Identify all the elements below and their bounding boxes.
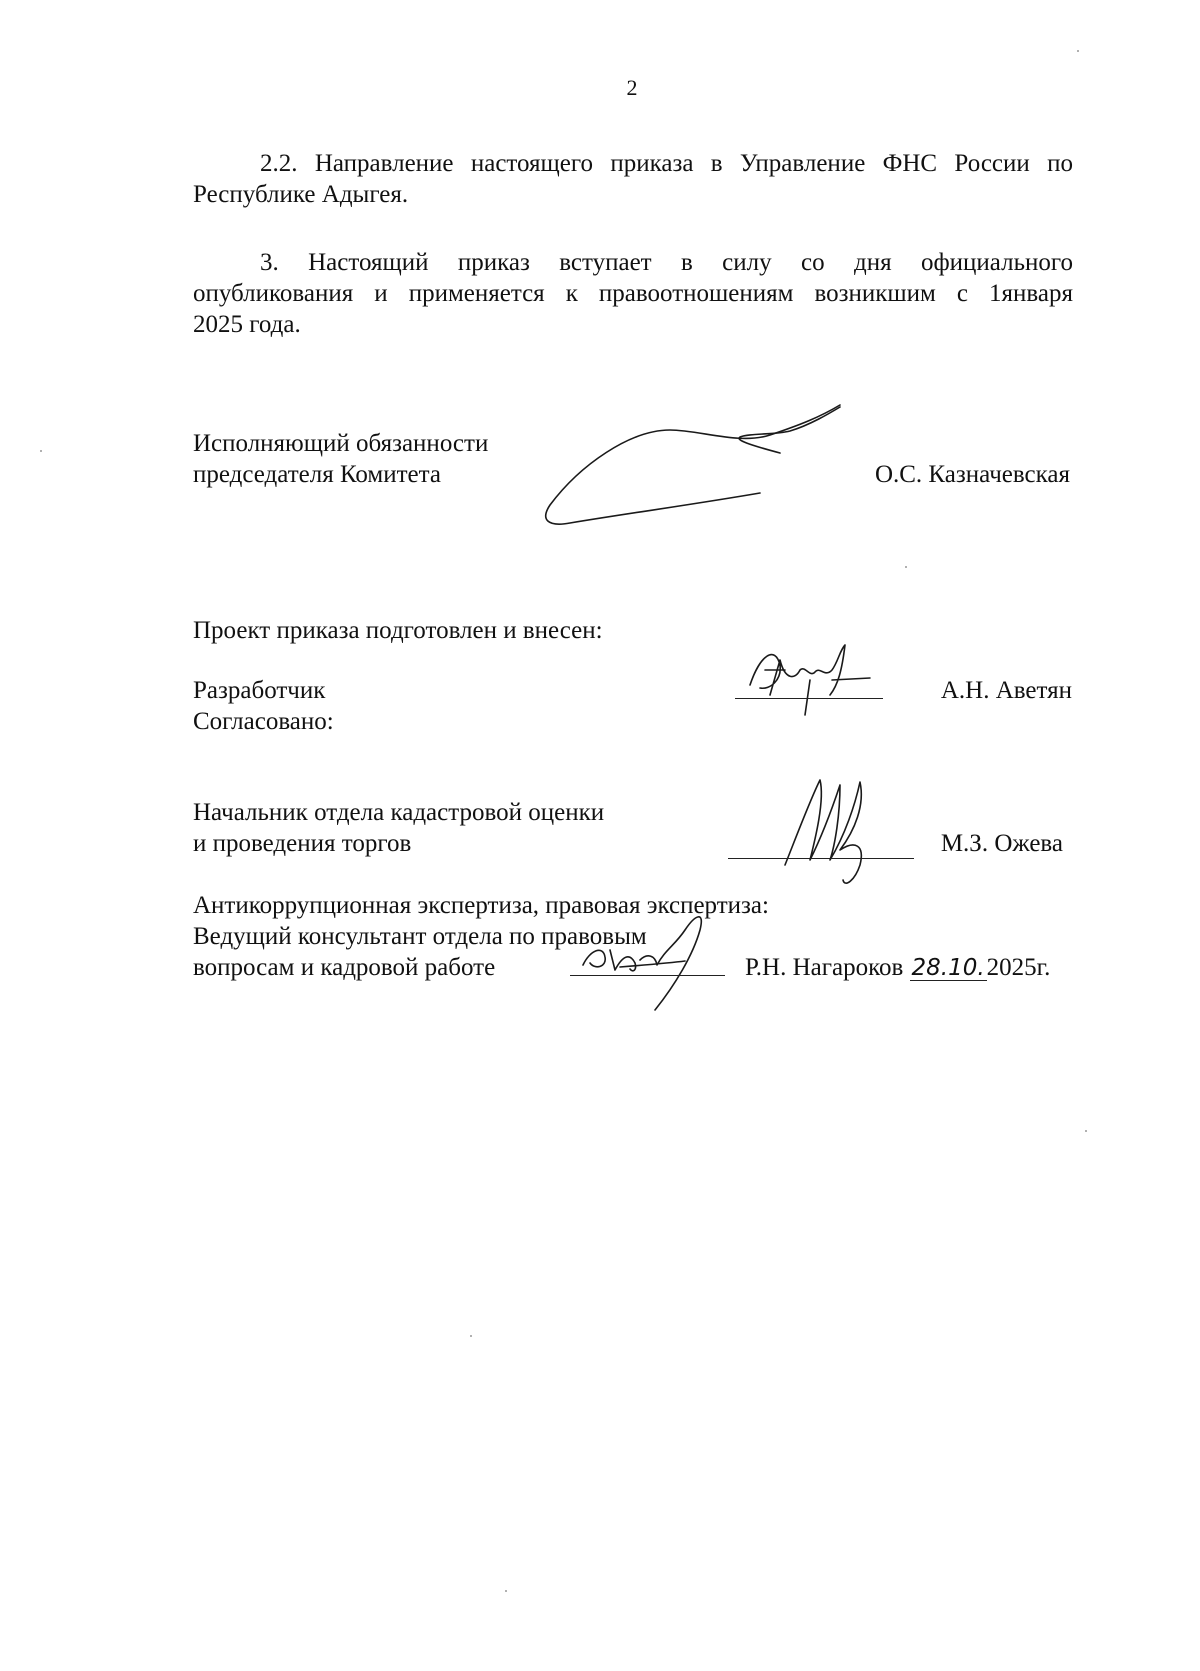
scan-speck: [1077, 50, 1079, 52]
expertise-role-line2: вопросам и кадровой работе: [193, 954, 496, 981]
developer-role: Разработчик: [193, 677, 326, 704]
project-intro: Проект приказа подготовлен и внесен:: [193, 617, 603, 644]
handwritten-signature-icon: [765, 770, 900, 890]
signatory-title-line2: председателя Комитета: [193, 461, 441, 488]
expertise-name: Р.Н. Нагароков: [745, 954, 904, 981]
expertise-name-and-date: [745, 952, 1050, 983]
head-name: М.З. Ожева: [940, 830, 1063, 857]
scan-speck: [470, 1335, 472, 1337]
signature-line: [570, 975, 725, 976]
scan-speck: [505, 1590, 507, 1592]
handwritten-signature-icon: [575, 905, 735, 1015]
paragraph-line: 3. Настоящий приказ вступает в силу со дня официального: [260, 249, 1073, 276]
paragraph-3: [193, 247, 1073, 340]
page-number: 2: [626, 75, 638, 100]
scan-speck: [1085, 1130, 1087, 1132]
signature-line: [728, 858, 914, 859]
signatory-title-line1: Исполняющий обязанности: [193, 430, 489, 457]
handwritten-date: 28.10.: [911, 955, 985, 981]
paragraph-line: 2025 года.: [193, 311, 301, 338]
paragraph-2-2: [193, 148, 1073, 210]
handwritten-signature-icon: [540, 395, 880, 540]
signature-line: [735, 698, 883, 699]
paragraph-line: 2.2. Направление настоящего приказа в Управление ФНС России по: [260, 150, 1073, 177]
expertise-heading: Антикоррупционная экспертиза, правовая экспертиза:: [193, 892, 769, 919]
handwritten-signature-icon: [740, 640, 885, 720]
scan-speck: [905, 566, 907, 568]
approved-label: Согласовано:: [193, 708, 334, 735]
paragraph-line: Республике Адыгея.: [193, 181, 409, 208]
scan-speck: [40, 450, 42, 452]
head-role-line2: и проведения торгов: [193, 830, 412, 857]
expertise-role-line1: Ведущий консультант отдела по правовым: [193, 923, 647, 950]
paragraph-line: опубликования и применяется к правоотношениям возникшим с 1января: [193, 280, 1073, 307]
date-suffix: 2025г.: [986, 954, 1051, 981]
signatory-name: О.С. Казначевская: [874, 461, 1070, 488]
head-role-line1: Начальник отдела кадастровой оценки: [193, 799, 605, 826]
developer-name: А.Н. Аветян: [940, 677, 1072, 704]
